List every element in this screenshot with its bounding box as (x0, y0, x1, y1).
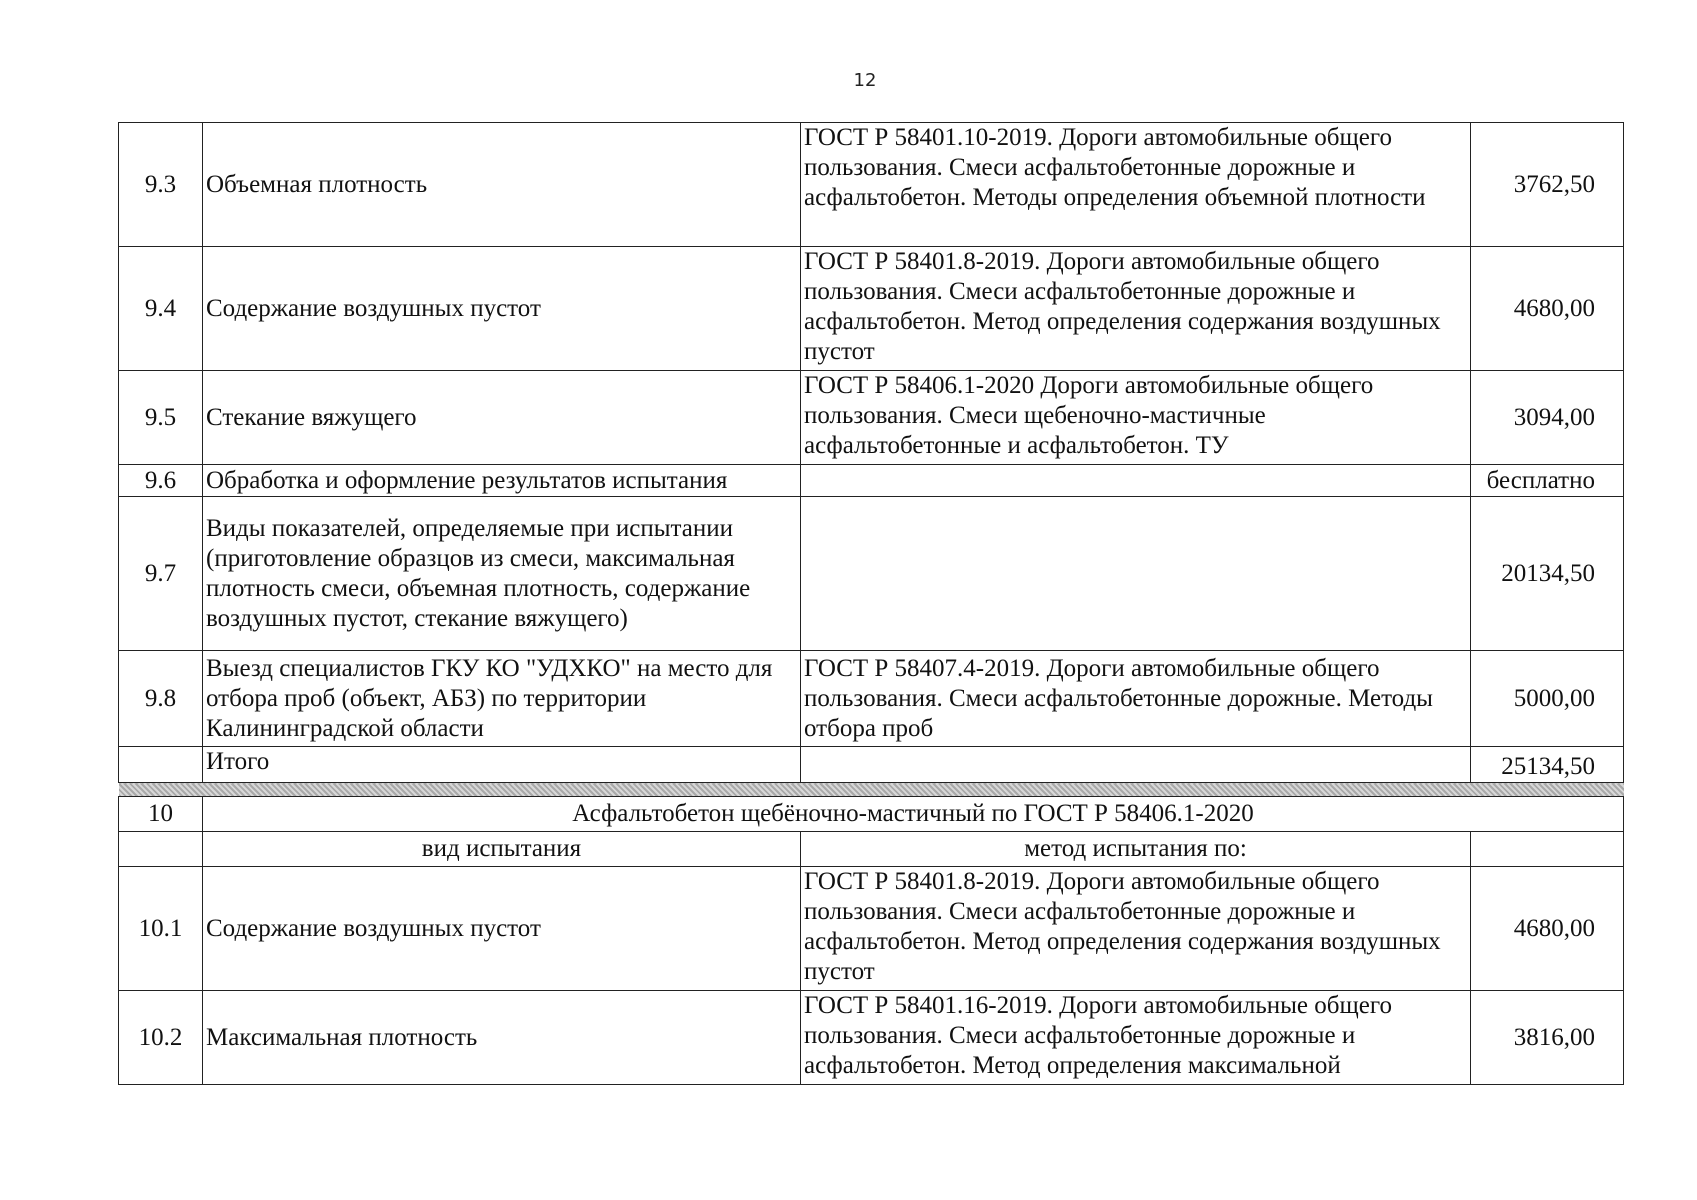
page-number: 12 (853, 70, 877, 91)
row-number: 9.3 (119, 123, 203, 247)
test-method: ГОСТ Р 58401.10-2019. Дороги автомобильные общего пользования. Смеси асфальтобетонные дорожные и асфальтобетон. Методы определения объемной плотности (801, 123, 1471, 247)
table-row (119, 867, 1624, 991)
test-price: 5000,00 (1471, 651, 1624, 747)
section-number: 10 (119, 797, 203, 832)
test-method (801, 465, 1471, 497)
row-number: 10.2 (119, 991, 203, 1085)
test-price: 3094,00 (1471, 371, 1624, 465)
table-row (119, 651, 1624, 747)
table-row (119, 123, 1624, 247)
test-name: Объемная плотность (203, 123, 801, 247)
section-header-row (119, 797, 1624, 832)
test-name: Содержание воздушных пустот (203, 867, 801, 991)
test-price: бесплатно (1471, 465, 1624, 497)
test-name: Содержание воздушных пустот (203, 247, 801, 371)
table-row (119, 497, 1624, 651)
test-name: Стекание вяжущего (203, 371, 801, 465)
total-row (119, 747, 1624, 783)
table-row (119, 371, 1624, 465)
hatch-band (119, 783, 1624, 797)
test-name: Выезд специалистов ГКУ КО "УДХКО" на место для отбора проб (объект, АБЗ) по территории Калининградской области (203, 651, 801, 747)
col-header-test: вид испытания (203, 832, 801, 867)
table-row (119, 465, 1624, 497)
section-title: Асфальтобетон щебёночно-мастичный по ГОСТ Р 58406.1-2020 (203, 797, 1624, 832)
header-empty-cell (119, 832, 203, 867)
test-method: ГОСТ Р 58407.4-2019. Дороги автомобильные общего пользования. Смеси асфальтобетонные дорожные. Методы отбора проб (801, 651, 1471, 747)
row-number: 9.8 (119, 651, 203, 747)
test-price: 3816,00 (1471, 991, 1624, 1085)
header-price-cell (1471, 832, 1624, 867)
total-empty-cell (119, 747, 203, 783)
test-method (801, 497, 1471, 651)
test-method: ГОСТ Р 58401.8-2019. Дороги автомобильные общего пользования. Смеси асфальтобетонные дорожные и асфальтобетон. Метод определения содержания воздушных пустот (801, 247, 1471, 371)
test-price: 4680,00 (1471, 867, 1624, 991)
test-name: Виды показателей, определяемые при испытании (приготовление образцов из смеси, максимальная плотность смеси, объемная плотность, содержание воздушных пустот, стекание вяжущего) (203, 497, 801, 651)
column-header-row (119, 832, 1624, 867)
total-price: 25134,50 (1471, 747, 1624, 783)
table-row (119, 991, 1624, 1085)
row-number: 9.4 (119, 247, 203, 371)
table-row (119, 247, 1624, 371)
test-name: Максимальная плотность (203, 991, 801, 1085)
test-method: ГОСТ Р 58401.8-2019. Дороги автомобильные общего пользования. Смеси асфальтобетонные дорожные и асфальтобетон. Метод определения содержания воздушных пустот (801, 867, 1471, 991)
row-number: 9.5 (119, 371, 203, 465)
test-price: 4680,00 (1471, 247, 1624, 371)
test-price: 20134,50 (1471, 497, 1624, 651)
test-price: 3762,50 (1471, 123, 1624, 247)
section-divider (119, 783, 1624, 797)
row-number: 9.6 (119, 465, 203, 497)
test-name: Обработка и оформление результатов испытания (203, 465, 801, 497)
total-method-cell (801, 747, 1471, 783)
total-label: Итого (203, 747, 801, 783)
col-header-method: метод испытания по: (801, 832, 1471, 867)
price-table (118, 122, 1624, 1085)
row-number: 10.1 (119, 867, 203, 991)
test-method: ГОСТ Р 58401.16-2019. Дороги автомобильные общего пользования. Смеси асфальтобетонные дорожные и асфальтобетон. Метод определения максимальной (801, 991, 1471, 1085)
row-number: 9.7 (119, 497, 203, 651)
test-method: ГОСТ Р 58406.1-2020 Дороги автомобильные общего пользования. Смеси щебеночно-мастичные асфальтобетонные и асфальтобетон. ТУ (801, 371, 1471, 465)
